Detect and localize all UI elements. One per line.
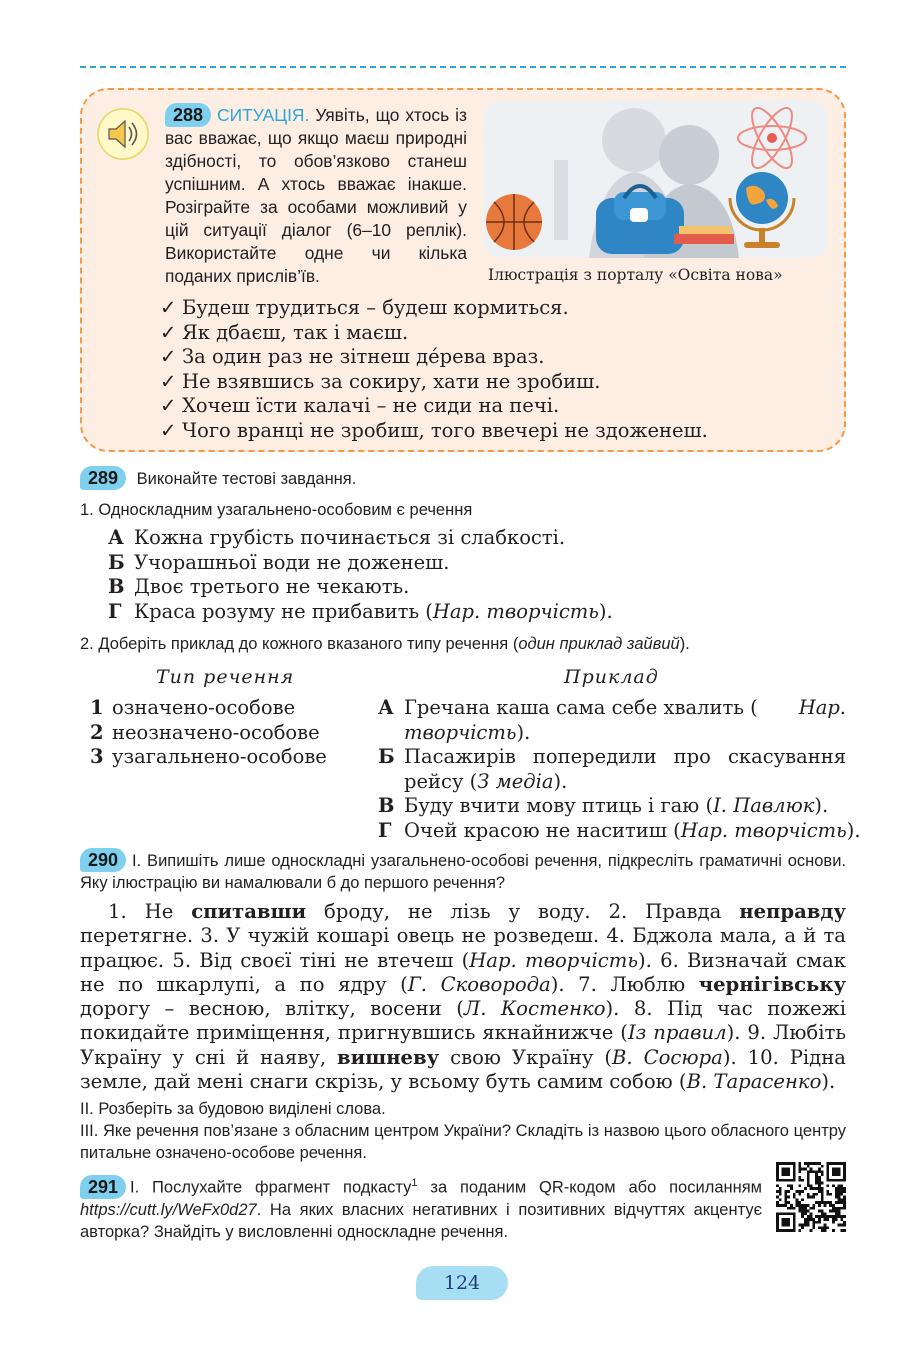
- page-number: 124: [416, 1266, 508, 1300]
- check-icon: ✓: [160, 345, 177, 369]
- list-item: ✓ Хочеш їсти калачі – не сиди на печі.: [160, 394, 560, 418]
- exercise-289-intro: Виконайте тестові завдання.: [136, 470, 357, 488]
- list-item: ✓ За один раз не зітнеш де́рева враз.: [160, 345, 545, 369]
- check-icon: ✓: [160, 369, 177, 393]
- source-citation: Із правил: [627, 1021, 727, 1045]
- list-item: 1 означено-особове: [90, 696, 296, 719]
- answer-option: В Двоє третього не чекають.: [108, 575, 410, 599]
- sentence-text: ). 8. Під час пожежі покидайте приміщення, пригнувшись якнайнижче (: [80, 997, 846, 1045]
- source-citation: В. Тарасенко: [686, 1070, 822, 1094]
- answer-option: Б Учорашньої води не доженеш.: [108, 550, 450, 574]
- check-icon: ✓: [160, 296, 177, 319]
- exercise-288-task: Уявіть, що хтось із вас вважає, що якщо маєш природні здібності, то обов’язково станеш успішним. А хтось вважає інакше. Розіграйте за особами можливий у цій ситуації діалог (6–10 реплік). Використайте одне чи кілька поданих прислів’їв.: [165, 105, 467, 286]
- question-1: 1. Односкладним узагальнено-особовим є речення: [80, 501, 473, 519]
- exercise-number-badge: 288: [165, 103, 211, 127]
- sentence-types: [90, 696, 327, 770]
- highlighted-word: спитавши: [191, 900, 307, 923]
- illustration-image: [484, 100, 828, 258]
- exercise-290-task-2: ІІ. Розберіть за будовою виділені слова.: [80, 1100, 386, 1118]
- sentence-text: перетягне. 3. У чужій кошарі овець не розведеш. 4. Бджола мала, а й та працює. 5. Від своєї тіні не втечеш (: [80, 924, 846, 972]
- illustration-caption: Ілюстрація з порталу «Освіта нова»: [488, 266, 783, 284]
- list-item: Б Пасажирів попередили про скасування: [378, 745, 846, 769]
- source-citation: Г. Сковорода: [407, 972, 551, 996]
- exercise-number-badge: 289: [80, 466, 126, 490]
- answer-option: Г Краса розуму не прибавить (Нар. творчість).: [108, 599, 613, 623]
- column-header-example: Приклад: [564, 666, 659, 688]
- question-1-options: [108, 526, 613, 624]
- sentence-text: броду, не лізь у воду. 2. Правда: [306, 900, 740, 923]
- top-divider: [80, 66, 846, 68]
- sentence-text: 1. Не: [108, 900, 192, 923]
- exercise-290-task: 290 І. Випишіть лише односкладні узагальнено-особові речення, підкресліть граматичні основи. Яку ілюстрацію ви намалювали б до першого речення?: [80, 850, 846, 892]
- sentence-text: дорогу – весною, влітку, восени (: [80, 997, 464, 1021]
- exercise-288-text: [165, 103, 467, 288]
- list-item: ✓ Чого вранці не зробиш, того ввечері не здоженеш.: [160, 418, 708, 442]
- highlighted-word: неправду: [739, 900, 846, 923]
- answer-option: А Кожна грубість починається зі слабкості.: [108, 526, 566, 549]
- list-item: ✓ Будеш трудиться – будеш кормиться.: [160, 296, 569, 319]
- list-item: ✓ Не взявшись за сокиру, хати не зробиш.: [160, 369, 601, 393]
- source-citation: В. Сосюра: [612, 1045, 723, 1069]
- sentence-text: ). 9. Любіть Україну у сні й наяву,: [80, 1021, 846, 1069]
- examples-list: А Гречана каша сама себе хвалить ( Нар. творчість). Б Пасажирів попередили про скасування рейсу (З медіа). В Буду вчити мову птиць і гаю (І. Павлюк). Г Очей красою не наситиш (Нар. творчість).: [378, 696, 861, 842]
- check-icon: ✓: [160, 394, 177, 418]
- list-item: ✓ Як дбаєш, так і маєш.: [160, 320, 409, 344]
- exercise-290-sentences: [80, 900, 846, 1094]
- podcast-link[interactable]: https://cutt.ly/WeFx0d27: [80, 1200, 257, 1219]
- column-header-type: Тип речення: [156, 666, 295, 688]
- exercise-289-header: [80, 466, 356, 490]
- sentence-text: ).: [821, 1070, 836, 1094]
- qr-code[interactable]: [776, 1162, 846, 1232]
- exercise-290-task-3: ІІІ. Яке речення пов’язане з обласним центром України? Складіть із назвою цього обласного центру питальне означено-особове речення.: [80, 1122, 846, 1162]
- source-citation: Л. Костенко: [463, 997, 606, 1021]
- sentence-text: ). 6. Визначай смак не по шкарлупі, а по ядру (: [80, 948, 846, 996]
- highlighted-word: вишневу: [337, 1045, 440, 1069]
- source-citation: Нар. творчість: [469, 948, 638, 972]
- exercise-number-badge: 291: [80, 1175, 126, 1199]
- sentence-text: ). 7. Люблю: [550, 972, 699, 996]
- check-icon: ✓: [160, 320, 177, 344]
- sentence-text: ). 10. Рідна земле, дай мені снаги скрізь, у всьому буть самим собою (: [80, 1045, 846, 1094]
- exercise-number-badge: 290: [80, 848, 126, 872]
- situation-label: СИТУАЦІЯ.: [217, 105, 310, 125]
- sentence-text: свою Україну (: [439, 1045, 612, 1069]
- list-item: В Буду вчити мову птиць і гаю (І. Павлюк).: [378, 794, 829, 818]
- check-icon: ✓: [160, 418, 177, 442]
- proverb-list: [160, 296, 708, 444]
- highlighted-word: чернігівську: [698, 972, 847, 996]
- footnote-marker: 1: [411, 1177, 418, 1189]
- exercise-291-task: 291 І. Послухайте фрагмент подкасту$^1$ за поданим QR-кодом або посиланням https://cutt.ly/WeFx0d27. На яких власних негативних і позитивних відчуттях акцентує авторка? Знайдіть у висловленні односкладне речення.: [80, 1176, 763, 1241]
- list-item: 2 неозначено-особове: [90, 720, 320, 744]
- list-item: А Гречана каша сама себе хвалить ( Нар.: [378, 696, 846, 719]
- list-item: Г Очей красою не наситиш (Нар. творчість).: [378, 818, 861, 842]
- list-item: 3 узагальнено-особове: [90, 745, 327, 769]
- question-2: 2. Доберіть приклад до кожного вказаного типу речення (один приклад зайвий).: [80, 635, 690, 653]
- speaker-icon[interactable]: [97, 108, 149, 160]
